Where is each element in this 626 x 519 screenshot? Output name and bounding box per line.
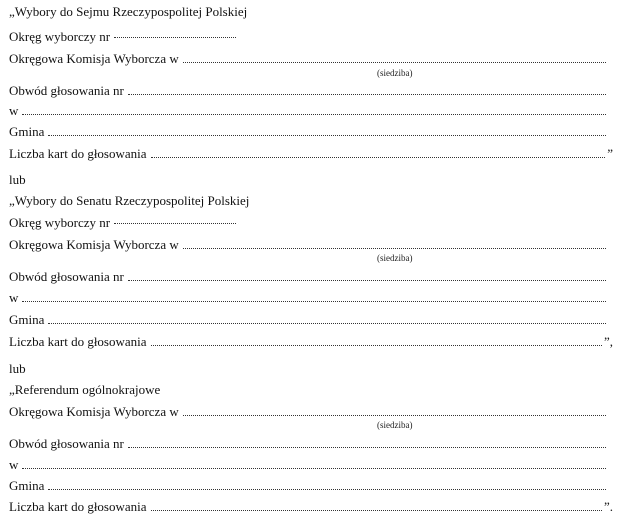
sejm-liczba-label: Liczba kart do głosowania <box>9 146 147 161</box>
senat-komisja-field[interactable] <box>183 247 606 249</box>
referendum-gmina-label: Gmina <box>9 478 45 493</box>
referendum-komisja-label: Okręgowa Komisja Wyborcza w <box>9 404 179 419</box>
sejm-liczba-field[interactable] <box>151 156 606 158</box>
senat-obwod-field[interactable] <box>128 279 606 281</box>
referendum-obwod-label: Obwód głosowania nr <box>9 436 124 451</box>
separator-lub-2: lub <box>9 361 26 376</box>
sejm-w-line <box>9 103 608 118</box>
senat-w-line <box>9 290 608 305</box>
separator-lub-1: lub <box>9 172 26 187</box>
sejm-w-label: w <box>9 103 19 118</box>
sejm-obwod-field[interactable] <box>128 93 606 95</box>
referendum-w-label: w <box>9 457 19 472</box>
senat-w-label: w <box>9 290 19 305</box>
senat-heading: „Wybory do Senatu Rzeczypospolitej Polskiej <box>9 193 250 208</box>
referendum-siedziba-hint: (siedziba) <box>377 420 413 430</box>
referendum-gmina-line <box>9 478 608 493</box>
senat-obwod-line <box>9 269 608 284</box>
senat-gmina-label: Gmina <box>9 312 45 327</box>
sejm-siedziba-hint: (siedziba) <box>377 68 413 78</box>
referendum-w-field[interactable] <box>22 467 606 469</box>
senat-liczba-line <box>9 334 613 349</box>
referendum-obwod-field[interactable] <box>128 446 606 448</box>
senat-gmina-field[interactable] <box>48 322 606 324</box>
referendum-liczba-line <box>9 499 613 514</box>
referendum-liczba-label: Liczba kart do głosowania <box>9 499 147 514</box>
referendum-liczba-suffix: ”. <box>603 499 613 514</box>
senat-siedziba-hint: (siedziba) <box>377 253 413 263</box>
sejm-gmina-field[interactable] <box>48 134 606 136</box>
sejm-okreg-label: Okręg wyborczy nr <box>9 29 111 44</box>
senat-liczba-field[interactable] <box>151 344 602 346</box>
senat-komisja-label: Okręgowa Komisja Wyborcza w <box>9 237 179 252</box>
sejm-gmina-line <box>9 124 608 139</box>
sejm-w-field[interactable] <box>22 113 606 115</box>
referendum-komisja-field[interactable] <box>183 414 606 416</box>
sejm-obwod-label: Obwód głosowania nr <box>9 83 124 98</box>
senat-okreg-label: Okręg wyborczy nr <box>9 215 111 230</box>
senat-okreg-field[interactable] <box>114 222 236 224</box>
sejm-komisja-field[interactable] <box>183 61 606 63</box>
senat-liczba-suffix: ”, <box>603 334 613 349</box>
senat-gmina-line <box>9 312 608 327</box>
referendum-komisja-line <box>9 404 608 419</box>
sejm-gmina-label: Gmina <box>9 124 45 139</box>
sejm-obwod-line <box>9 83 608 98</box>
referendum-gmina-field[interactable] <box>48 488 606 490</box>
referendum-heading: „Referendum ogólnokrajowe <box>9 382 161 397</box>
referendum-liczba-field[interactable] <box>151 509 602 511</box>
sejm-heading: „Wybory do Sejmu Rzeczypospolitej Polskiej <box>9 4 248 19</box>
senat-obwod-label: Obwód głosowania nr <box>9 269 124 284</box>
senat-komisja-line <box>9 237 608 252</box>
senat-okreg-line <box>9 215 236 230</box>
sejm-liczba-suffix: ” <box>607 146 613 161</box>
sejm-liczba-line <box>9 146 613 161</box>
sejm-komisja-line <box>9 51 608 66</box>
sejm-komisja-label: Okręgowa Komisja Wyborcza w <box>9 51 179 66</box>
senat-liczba-label: Liczba kart do głosowania <box>9 334 147 349</box>
referendum-w-line <box>9 457 608 472</box>
senat-w-field[interactable] <box>22 300 606 302</box>
referendum-obwod-line <box>9 436 608 451</box>
sejm-okreg-line <box>9 29 236 44</box>
sejm-okreg-field[interactable] <box>114 36 236 38</box>
